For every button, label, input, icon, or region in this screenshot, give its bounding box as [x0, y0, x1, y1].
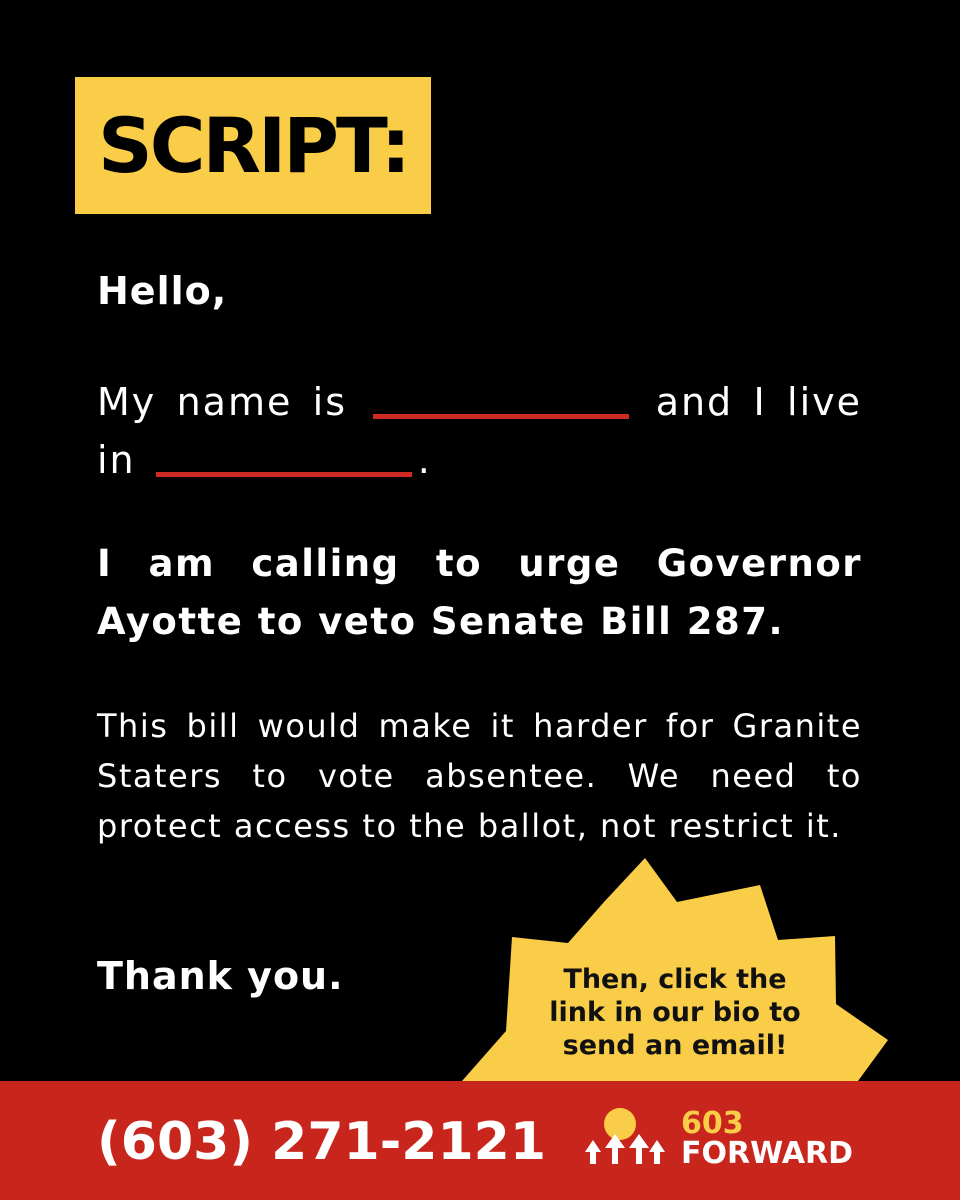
callout-text: [530, 963, 820, 1062]
thank-you: Thank you.: [97, 954, 344, 998]
urge-statement: I am calling to urge Governor Ayotte to veto Senate Bill 287.: [97, 542, 862, 643]
callout-line-3: send an email!: [562, 1030, 788, 1061]
logo-word: FORWARD: [681, 1136, 854, 1171]
name-end: .: [417, 438, 432, 482]
callout-line-2: link in our bio to: [549, 997, 801, 1028]
name-middle: and I live in: [97, 380, 862, 482]
body-paragraph: This bill would make it harder for Granite Staters to vote absentee. We need to protect access to the ballot, not restrict it.: [97, 707, 862, 845]
name-before: My name is: [97, 380, 348, 424]
script-label: SCRIPT:: [97, 101, 409, 190]
sun-arrows-logo-icon: [583, 1100, 675, 1170]
logo-number: 603: [681, 1106, 744, 1141]
callout-line-1: Then, click the: [563, 964, 787, 995]
greeting: Hello,: [97, 269, 228, 313]
phone-number: (603) 271-2121: [97, 1112, 547, 1172]
